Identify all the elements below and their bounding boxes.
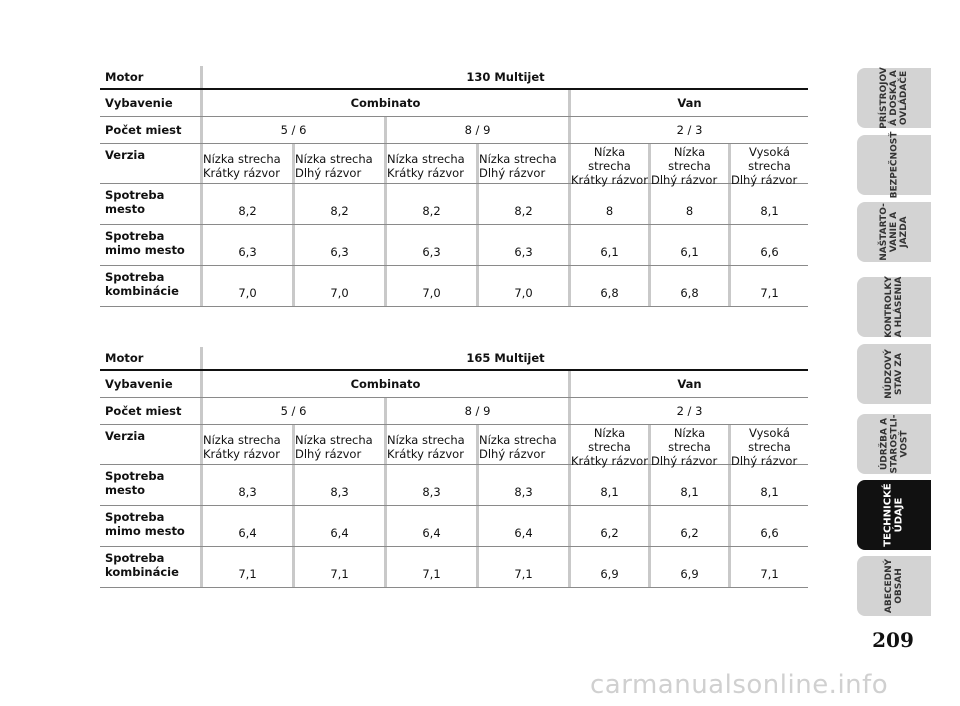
value-cell: 7,0 — [476, 266, 568, 306]
spotreba-mimo-label: Spotreba mimo mesto — [105, 229, 185, 257]
value-cell: 8,3 — [476, 465, 568, 505]
version-cell: Vysoká strecha Dlhý rázvor — [728, 144, 808, 183]
value-cell: 6,8 — [648, 266, 728, 306]
engine-row — [100, 66, 808, 90]
equipment-row — [100, 90, 808, 117]
value-cell: 6,3 — [476, 225, 568, 265]
engine-name: 165 Multijet — [200, 347, 808, 369]
version-cell: Nízka strecha Krátky rázvor — [200, 144, 292, 183]
value-cell: 7,1 — [200, 547, 292, 587]
tab-abecedny-obsah[interactable]: ABECEDNÝ OBSAH — [857, 556, 931, 616]
value-cell: 7,0 — [384, 266, 476, 306]
seats-cell: 5 / 6 — [200, 117, 384, 143]
consumption-highway-row — [100, 506, 808, 547]
seats-row — [100, 398, 808, 425]
seats-cell: 8 / 9 — [384, 117, 568, 143]
combinato-header: Combinato — [200, 90, 568, 116]
value-cell: 8,2 — [384, 184, 476, 224]
verzia-label: Verzia — [105, 429, 146, 443]
version-cell: Nízka strecha Krátky rázvor — [384, 144, 476, 183]
value-cell: 7,1 — [384, 547, 476, 587]
version-cell: Nízka strecha Dlhý rázvor — [292, 425, 384, 464]
value-cell: 7,1 — [728, 266, 808, 306]
value-cell: 6,4 — [384, 506, 476, 546]
seats-cell: 5 / 6 — [200, 398, 384, 424]
value-cell: 8,3 — [200, 465, 292, 505]
van-header: Van — [568, 90, 808, 116]
consumption-table-130 — [100, 66, 808, 307]
tab-nudzovy-stav[interactable]: NÚDZOVÝ STAV ZA — [857, 344, 931, 404]
value-cell: 8,1 — [568, 465, 648, 505]
version-cell: Nízka strecha Dlhý rázvor — [476, 425, 568, 464]
version-cell: Nízka strecha Krátky rázvor — [200, 425, 292, 464]
value-cell: 6,9 — [648, 547, 728, 587]
tab-nastartovanie[interactable]: NAŠTARTO- VANIE A JAZDA — [857, 202, 931, 262]
value-cell: 6,3 — [384, 225, 476, 265]
version-cell: Nízka strecha Krátky rázvor — [568, 425, 648, 464]
seats-row — [100, 117, 808, 144]
value-cell: 6,1 — [568, 225, 648, 265]
consumption-city-row — [100, 465, 808, 506]
value-cell: 7,0 — [292, 266, 384, 306]
combinato-header: Combinato — [200, 371, 568, 397]
value-cell: 8 — [568, 184, 648, 224]
version-cell: Nízka strecha Dlhý rázvor — [292, 144, 384, 183]
consumption-combined-row — [100, 266, 808, 307]
page-number: 209 — [872, 628, 914, 652]
value-cell: 6,6 — [728, 506, 808, 546]
value-cell: 6,3 — [292, 225, 384, 265]
verzia-label: Verzia — [105, 148, 146, 162]
value-cell: 7,1 — [292, 547, 384, 587]
engine-row — [100, 347, 808, 371]
value-cell: 6,3 — [200, 225, 292, 265]
spotreba-komb-label: Spotreba kombinácie — [105, 551, 179, 579]
motor-label: Motor — [105, 351, 144, 365]
value-cell: 6,2 — [648, 506, 728, 546]
version-cell: Nízka strecha Dlhý rázvor — [476, 144, 568, 183]
vybavenie-label: Vybavenie — [105, 377, 173, 391]
version-cell: Nízka strecha Krátky rázvor — [384, 425, 476, 464]
version-cell: Nízka strecha Dlhý rázvor — [648, 144, 728, 183]
tab-kontrolky[interactable]: KONTROLKY A HLÁSENIA — [857, 277, 931, 337]
value-cell: 6,2 — [568, 506, 648, 546]
tab-pristrojova-doska[interactable]: PRÍSTROJOV Á DOSKA A OVLÁDAČE — [857, 68, 931, 128]
van-header: Van — [568, 371, 808, 397]
equipment-row — [100, 371, 808, 398]
seats-cell: 2 / 3 — [568, 398, 808, 424]
value-cell: 8,2 — [292, 184, 384, 224]
version-row — [100, 425, 808, 468]
value-cell: 6,8 — [568, 266, 648, 306]
value-cell: 8,2 — [200, 184, 292, 224]
version-cell: Vysoká strecha Dlhý rázvor — [728, 425, 808, 464]
seats-cell: 8 / 9 — [384, 398, 568, 424]
value-cell: 7,1 — [728, 547, 808, 587]
spotreba-komb-label: Spotreba kombinácie — [105, 270, 179, 298]
consumption-highway-row — [100, 225, 808, 266]
value-cell: 6,4 — [200, 506, 292, 546]
consumption-table-165 — [100, 347, 808, 588]
engine-name: 130 Multijet — [200, 66, 808, 88]
value-cell: 6,9 — [568, 547, 648, 587]
spotreba-mimo-label: Spotreba mimo mesto — [105, 510, 185, 538]
value-cell: 8,2 — [476, 184, 568, 224]
spotreba-mesto-label: Spotreba mesto — [105, 469, 165, 497]
tab-bezpecnost[interactable]: BEZPEČNOSŤ — [857, 135, 931, 195]
value-cell: 7,1 — [476, 547, 568, 587]
consumption-combined-row — [100, 547, 808, 588]
vybavenie-label: Vybavenie — [105, 96, 173, 110]
value-cell: 6,6 — [728, 225, 808, 265]
value-cell: 6,4 — [476, 506, 568, 546]
tab-technicke-udaje[interactable]: TECHNICKÉ ÚDAJE — [857, 480, 931, 550]
motor-label: Motor — [105, 70, 144, 84]
value-cell: 6,4 — [292, 506, 384, 546]
pocet-miest-label: Počet miest — [105, 404, 182, 418]
value-cell: 8 — [648, 184, 728, 224]
value-cell: 6,1 — [648, 225, 728, 265]
spotreba-mesto-label: Spotreba mesto — [105, 188, 165, 216]
seats-cell: 2 / 3 — [568, 117, 808, 143]
value-cell: 8,3 — [292, 465, 384, 505]
value-cell: 8,1 — [728, 184, 808, 224]
version-cell: Nízka strecha Krátky rázvor — [568, 144, 648, 183]
consumption-city-row — [100, 184, 808, 225]
value-cell: 8,3 — [384, 465, 476, 505]
value-cell: 7,0 — [200, 266, 292, 306]
version-row — [100, 144, 808, 187]
value-cell: 8,1 — [728, 465, 808, 505]
version-cell: Nízka strecha Dlhý rázvor — [648, 425, 728, 464]
tab-udrzba[interactable]: ÚDRŽBA A STAROSTLI- VOSŤ — [857, 414, 931, 474]
pocet-miest-label: Počet miest — [105, 123, 182, 137]
value-cell: 8,1 — [648, 465, 728, 505]
watermark: carmanualsonline.info — [590, 670, 889, 700]
